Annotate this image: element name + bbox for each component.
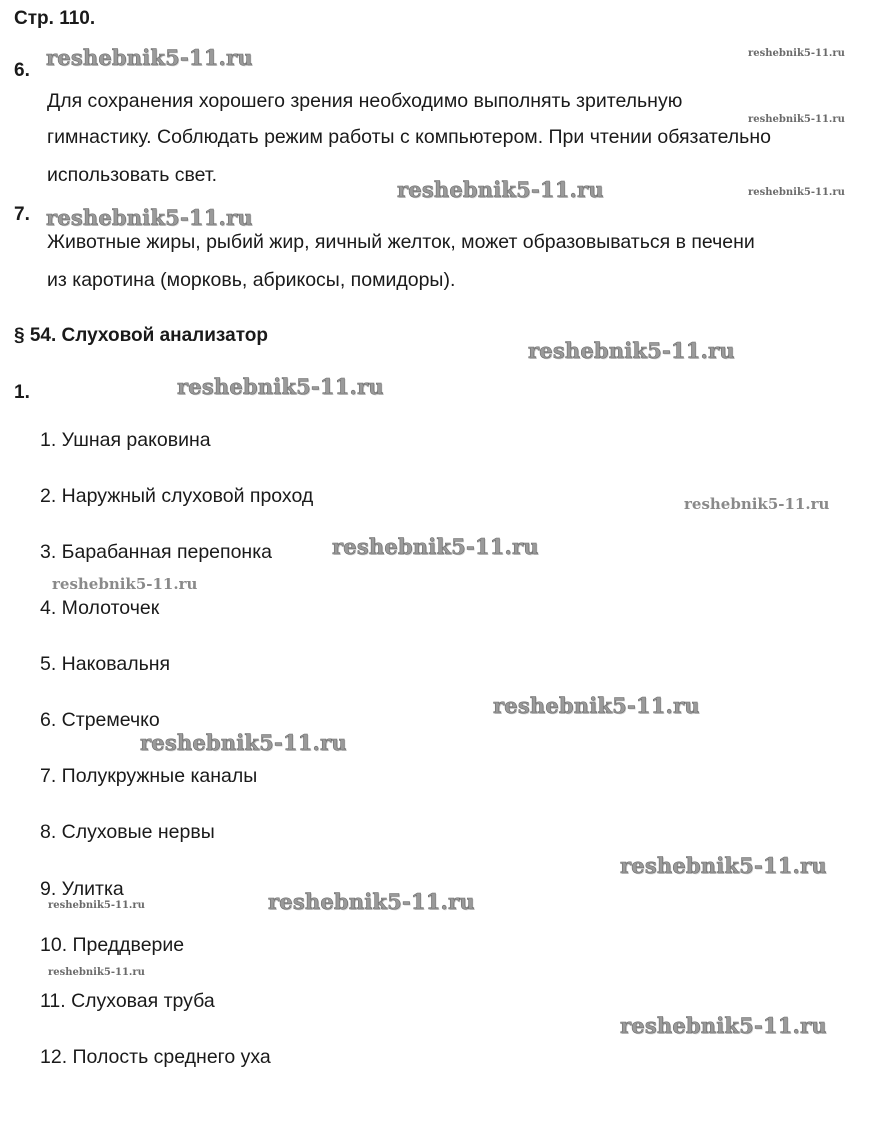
- section-task-1-number: 1.: [14, 382, 30, 403]
- watermark: reshebnik5-11.ru: [48, 967, 145, 978]
- list-item: 9. Улитка: [40, 878, 124, 900]
- task-7-line-1: Животные жиры, рыбий жир, яичный желток, может образовываться в печени: [47, 231, 755, 253]
- watermark: reshebnik5-11.ru: [268, 889, 475, 914]
- task-6-number: 6.: [14, 60, 30, 81]
- watermark: reshebnik5-11.ru: [493, 693, 700, 718]
- watermark: reshebnik5-11.ru: [748, 187, 845, 198]
- task-6-line-1: Для сохранения хорошего зрения необходимо выполнять зрительную: [47, 90, 683, 112]
- watermark: reshebnik5-11.ru: [332, 534, 539, 559]
- watermark: reshebnik5-11.ru: [52, 575, 198, 593]
- task-6-line-2: гимнастику. Соблюдать режим работы с компьютером. При чтении обязательно: [47, 126, 771, 148]
- watermark: reshebnik5-11.ru: [620, 853, 827, 878]
- task-7-line-2: из каротина (морковь, абрикосы, помидоры).: [47, 269, 456, 291]
- watermark: reshebnik5-11.ru: [620, 1013, 827, 1038]
- watermark: reshebnik5-11.ru: [397, 177, 604, 202]
- watermark: reshebnik5-11.ru: [46, 205, 253, 230]
- watermark: reshebnik5-11.ru: [748, 48, 845, 59]
- list-item: 1. Ушная раковина: [40, 429, 211, 451]
- list-item: 11. Слуховая труба: [40, 990, 215, 1012]
- watermark: reshebnik5-11.ru: [46, 45, 253, 70]
- watermark: reshebnik5-11.ru: [528, 338, 735, 363]
- list-item: 3. Барабанная перепонка: [40, 541, 273, 563]
- page-heading: Стр. 110.: [14, 8, 96, 29]
- list-item: 10. Преддверие: [40, 934, 185, 956]
- list-item: 4. Молоточек: [40, 597, 160, 619]
- task-6-line-3: использовать свет.: [47, 164, 218, 186]
- watermark: reshebnik5-11.ru: [48, 900, 145, 911]
- list-item: 6. Стремечко: [40, 709, 160, 731]
- watermark: reshebnik5-11.ru: [177, 374, 384, 399]
- watermark: reshebnik5-11.ru: [684, 495, 830, 513]
- list-item: 8. Слуховые нервы: [40, 821, 215, 843]
- list-item: 5. Наковальня: [40, 653, 171, 675]
- list-item: 7. Полукружные каналы: [40, 765, 258, 787]
- section-title: § 54. Слуховой анализатор: [14, 325, 268, 346]
- list-item: 2. Наружный слуховой проход: [40, 485, 314, 507]
- task-7-number: 7.: [14, 204, 30, 225]
- watermark: reshebnik5-11.ru: [748, 114, 845, 125]
- watermark: reshebnik5-11.ru: [140, 730, 347, 755]
- list-item: 12. Полость среднего уха: [40, 1046, 271, 1068]
